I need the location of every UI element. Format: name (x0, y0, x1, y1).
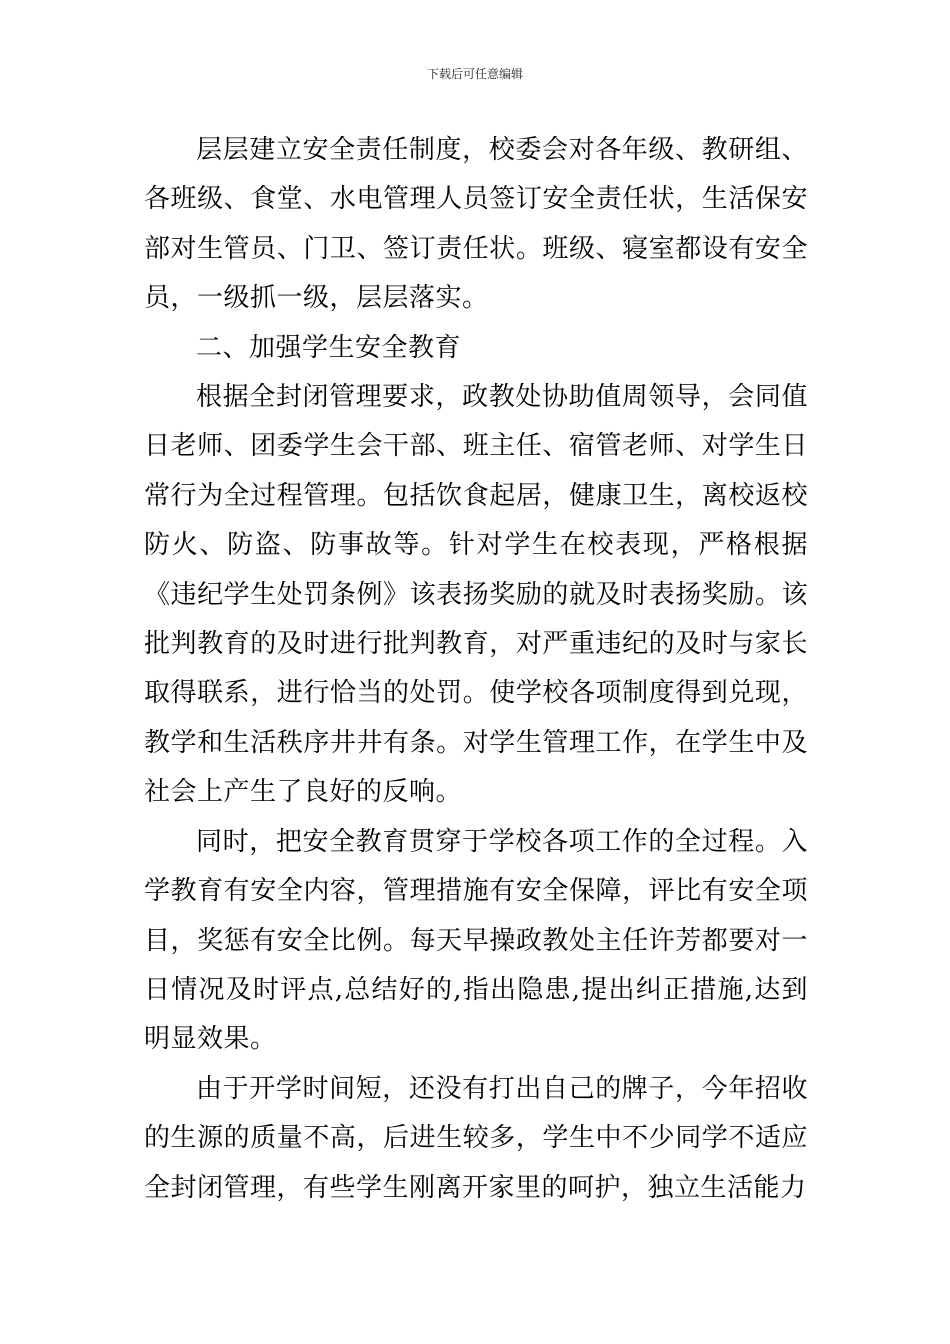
section-heading-safety-education: 二、加强学生安全教育 (196, 332, 462, 363)
document-body (144, 126, 808, 1213)
paragraph-safety-throughout: 同时，把安全教育贯穿于学校各项工作的全过程。入学教育有安全内容，管理措施有安全保障，评比有安全项目，奖惩有安全比例。每天早操政教处主任许芳都要对一日情况及时评点,总结好的,指出隐患,提出纠正措施,达到明显效果。 (144, 826, 808, 1055)
page-header: 下载后可任意编辑 (426, 67, 523, 81)
paragraph-responsibility-system: 层层建立安全责任制度，校委会对各年级、教研组、各班级、食堂、水电管理人员签订安全责任状，生活保安部对生管员、门卫、签订责任状。班级、寝室都设有安全员，一级抓一级，层层落实。 (144, 135, 808, 314)
paragraph-closed-management: 根据全封闭管理要求，政教处协助值周领导，会同值日老师、团委学生会干部、班主任、宿管老师、对学生日常行为全过程管理。包括饮食起居，健康卫生，离校返校防火、防盗、防事故等。针对学生在校表现，严格根据《违纪学生处罚条例》该表扬奖励的就及时表扬奖励。该批判教育的及时进行批判教育，对严重违纪的及时与家长取得联系，进行恰当的处罚。使学校各项制度得到兑现，教学和生活秩序井井有条。对学生管理工作，在学生中及社会上产生了良好的反响。 (144, 382, 808, 808)
paragraph-challenges: 由于开学时间短，还没有打出自己的牌子，今年招收的生源的质量不高，后进生较多，学生中不少同学不适应全封闭管理，有些学生刚离开家里的呵护，独立生活能力 (144, 1073, 808, 1203)
